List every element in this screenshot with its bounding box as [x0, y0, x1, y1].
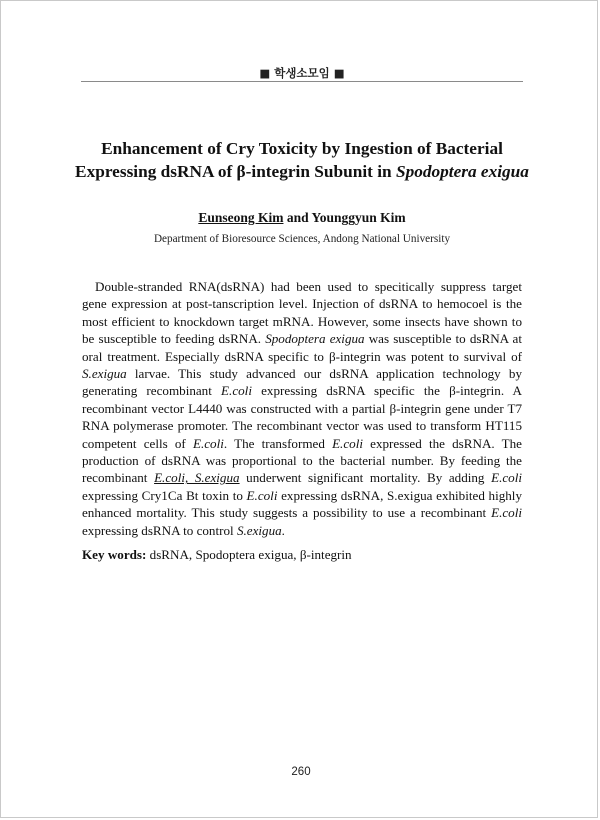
abstract-italic: S.exigua: [236, 522, 282, 538]
abstract-italic: E.coli: [491, 470, 522, 486]
abstract-text: underwent significant mortality. By adding: [239, 470, 492, 486]
affiliation: Department of Bioresource Sciences, Andong National University: [153, 233, 451, 245]
title-line-1: Enhancement of Cry Toxicity by Ingestion of Bacterial: [101, 139, 503, 158]
abstract-text: expressed the dsRNA. The production of dsRNA was proportional to the bacterial number. By feeding the recombinant: [82, 435, 522, 486]
author-1: Eunseong Kim: [198, 210, 284, 225]
title-species: Spodoptera exigua: [395, 162, 529, 181]
abstract-italic: S.exigua: [82, 366, 127, 382]
abstract-italic: Spodoptera exigua: [265, 331, 365, 347]
header-rule: [81, 81, 523, 82]
abstract-text: Double-stranded RNA(dsRNA) had been used to specitically suppress target gene expression at post-tanscription level. Injection of dsRNA to hemocoel is the most efficient to knockdown target mRNA. However, some insects have shown to be susceptible to feeding dsRNA.: [82, 279, 522, 347]
page-number: 260: [291, 766, 311, 778]
keywords-text: dsRNA, Spodoptera exigua, β-integrin: [146, 547, 352, 562]
abstract-italic: E.coli, S.exigua: [154, 470, 240, 486]
keywords-line: [82, 547, 522, 563]
abstract-italic: E.coli: [192, 435, 224, 451]
keywords-label: Key words:: [82, 547, 147, 562]
author-2: Younggyun Kim: [311, 210, 406, 225]
abstract-italic: E.coli: [221, 383, 252, 399]
abstract-text: expressing dsRNA specific the β-integrin. A recombinant vector L4440 was constructed with a partial β-integrin gene under T7 RNA polymerase promoter. The recombinant vector was used to transform HT115 competent cells of: [82, 383, 523, 451]
abstract-paragraph: [82, 278, 522, 539]
abstract-text: expressing dsRNA to control: [82, 522, 237, 538]
abstract-italic: E.coli: [491, 505, 522, 521]
abstract-text: . The transformed: [223, 435, 333, 451]
title-line-2: Expressing dsRNA of β-integrin Subunit in: [75, 162, 392, 181]
abstract-italic: E.coli: [246, 487, 278, 503]
abstract-text: was susceptible to dsRNA at oral treatment. Especially dsRNA specific to β-integrin was potent to survival of: [82, 331, 522, 364]
paper-title: [61, 137, 543, 183]
abstract-text: .: [281, 522, 285, 538]
section-header: ■ 학생소모임 ■: [259, 66, 345, 80]
author-conjunction: and: [286, 210, 309, 225]
abstract-text: expressing Cry1Ca Bt toxin to: [82, 487, 247, 503]
abstract-text: larvae. This study advanced our dsRNA application technology by generating recombinant: [82, 366, 522, 399]
abstract-text: expressing dsRNA, S.exigua exhibited highly enhanced mortality. This study suggests a possibility to use a recombinant: [82, 487, 522, 521]
paper-authors: [61, 210, 543, 226]
abstract-italic: E.coli: [332, 435, 363, 451]
